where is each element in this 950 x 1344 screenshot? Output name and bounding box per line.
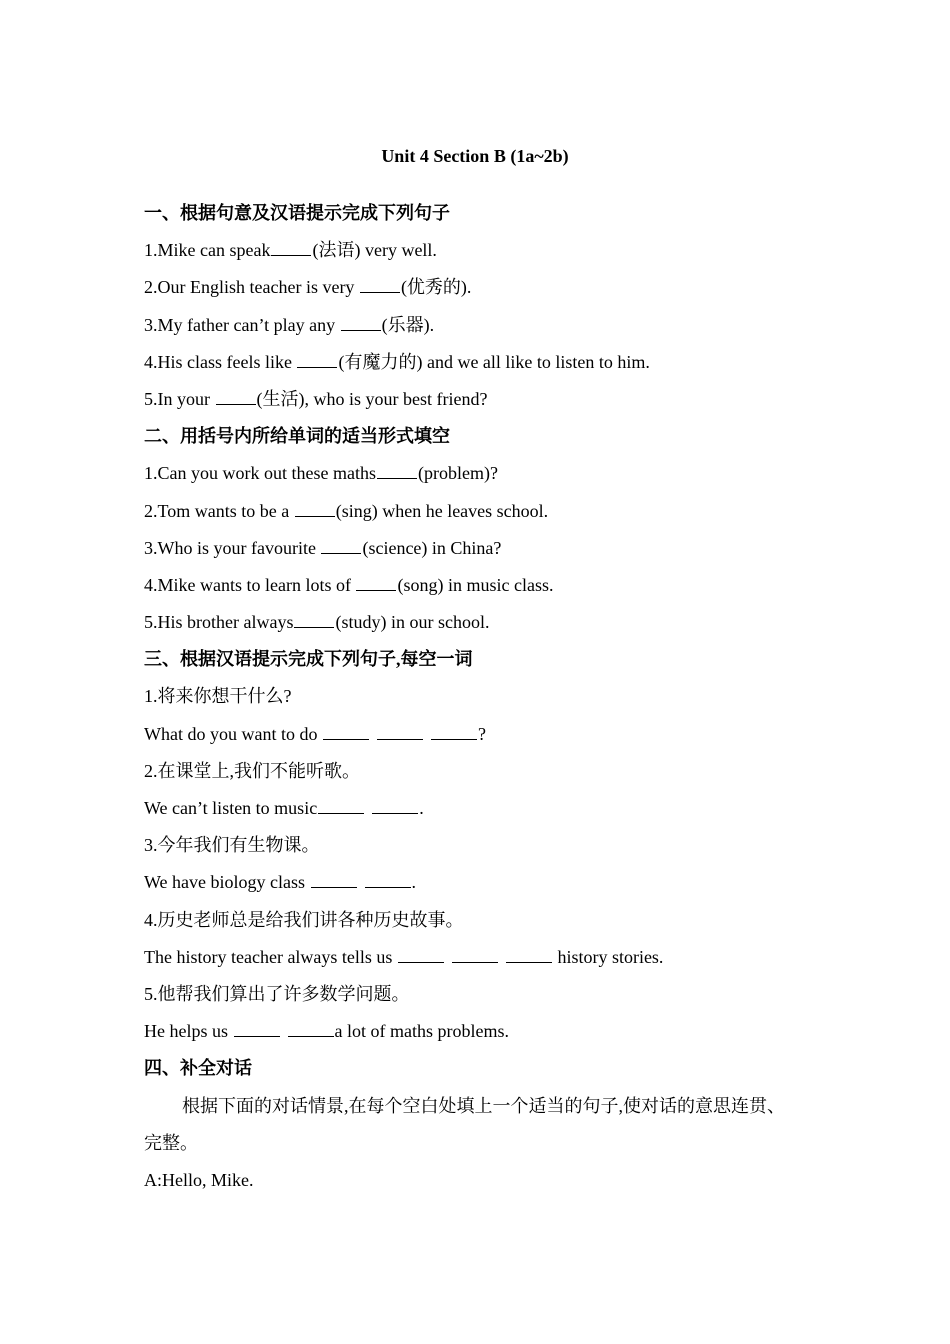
s2-question-5: 5.His brother always (study) in our school. xyxy=(144,609,824,646)
section-4-heading: 四、补全对话 xyxy=(144,1058,252,1079)
answer-blank[interactable] xyxy=(365,869,411,888)
page-title: Unit 4 Section B (1a~2b) xyxy=(381,146,569,166)
s1-question-5: 5.In your (生活), who is your best friend? xyxy=(144,386,824,423)
answer-blank[interactable] xyxy=(295,498,335,517)
s2-question-4: 4.Mike wants to learn lots of (song) in music class. xyxy=(144,572,824,609)
s3-chinese-prompt-3: 3.今年我们有生物课。 xyxy=(144,835,320,856)
answer-blank[interactable] xyxy=(452,944,498,963)
answer-blank[interactable] xyxy=(271,237,311,256)
answer-blank[interactable] xyxy=(398,944,444,963)
answer-blank[interactable] xyxy=(216,386,256,405)
section-2-heading: 二、用括号内所给单词的适当形式填空 xyxy=(144,426,450,447)
s4-instruction-line-2: 完整。 xyxy=(144,1132,198,1153)
s4-instruction-line-1: 根据下面的对话情景,在每个空白处填上一个适当的句子,使对话的意思连贯、 xyxy=(182,1095,785,1116)
s3-english-sentence-5: He helps us a lot of maths problems. xyxy=(144,1018,824,1055)
s1-question-2: 2.Our English teacher is very (优秀的). xyxy=(144,274,824,311)
worksheet-content xyxy=(144,200,824,1204)
section-3-heading: 三、根据汉语提示完成下列句子,每空一词 xyxy=(144,649,473,670)
answer-blank[interactable] xyxy=(321,535,361,554)
answer-blank[interactable] xyxy=(377,460,417,479)
s3-english-sentence-1: What do you want to do ? xyxy=(144,721,824,758)
answer-blank[interactable] xyxy=(372,795,418,814)
answer-blank[interactable] xyxy=(377,721,423,740)
answer-blank[interactable] xyxy=(311,869,357,888)
s3-chinese-prompt-2: 2.在课堂上,我们不能听歌。 xyxy=(144,760,360,781)
answer-blank[interactable] xyxy=(341,312,381,331)
answer-blank[interactable] xyxy=(431,721,477,740)
s1-question-3: 3.My father can’t play any (乐器). xyxy=(144,312,824,349)
s1-question-4: 4.His class feels like (有魔力的) and we all like to listen to him. xyxy=(144,349,824,386)
s3-english-sentence-4: The history teacher always tells us history stories. xyxy=(144,944,824,981)
answer-blank[interactable] xyxy=(323,721,369,740)
s2-question-2: 2.Tom wants to be a (sing) when he leaves school. xyxy=(144,498,824,535)
answer-blank[interactable] xyxy=(288,1018,334,1037)
section-1-heading: 一、根据句意及汉语提示完成下列句子 xyxy=(144,203,450,223)
s1-question-1: 1.Mike can speak (法语) very well. xyxy=(144,237,824,274)
answer-blank[interactable] xyxy=(360,274,400,293)
answer-blank[interactable] xyxy=(318,795,364,814)
s3-chinese-prompt-5: 5.他帮我们算出了许多数学问题。 xyxy=(144,983,410,1004)
s3-chinese-prompt-1: 1.将来你想干什么? xyxy=(144,686,292,707)
s2-question-3: 3.Who is your favourite (science) in China? xyxy=(144,535,824,572)
s2-question-1: 1.Can you work out these maths (problem)? xyxy=(144,460,824,497)
answer-blank[interactable] xyxy=(234,1018,280,1037)
dialogue-line-a1: A:Hello, Mike. xyxy=(144,1169,254,1190)
answer-blank[interactable] xyxy=(294,609,334,628)
answer-blank[interactable] xyxy=(506,944,552,963)
answer-blank[interactable] xyxy=(297,349,337,368)
s3-english-sentence-3: We have biology class . xyxy=(144,869,824,906)
s3-english-sentence-2: We can’t listen to music . xyxy=(144,795,824,832)
answer-blank[interactable] xyxy=(356,572,396,591)
s3-chinese-prompt-4: 4.历史老师总是给我们讲各种历史故事。 xyxy=(144,909,464,930)
